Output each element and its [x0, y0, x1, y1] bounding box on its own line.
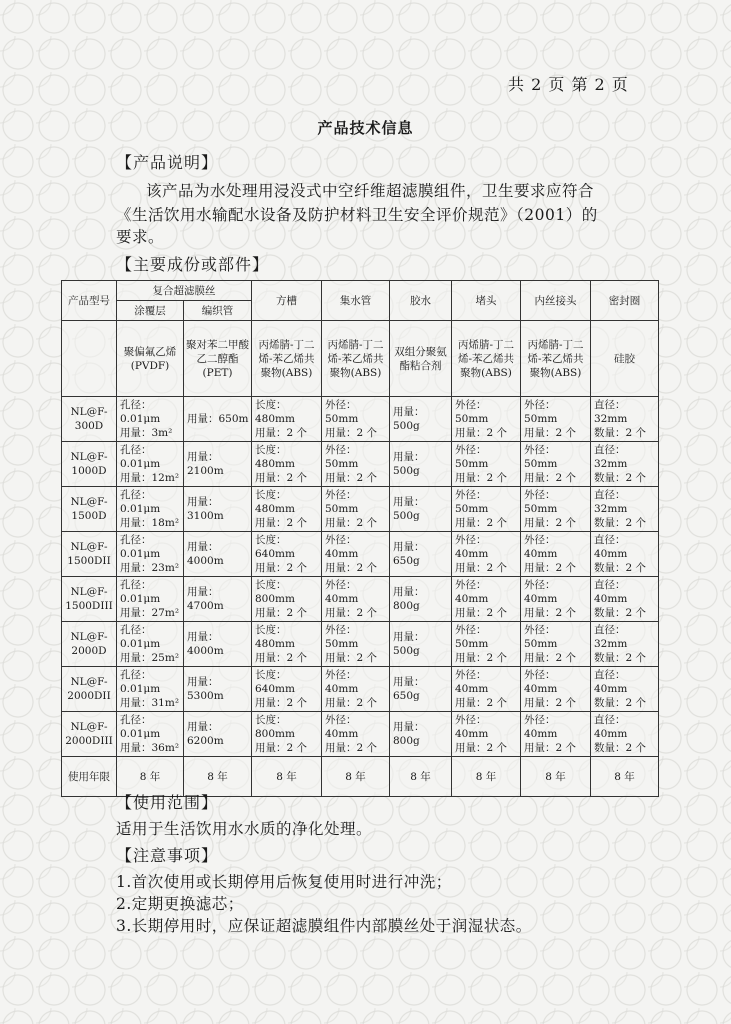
end-cap-cell-text: 外径：40mm: [455, 714, 489, 740]
inner-fitting-cell-text: 用量：2 个: [524, 607, 577, 619]
square-tank-cell: [252, 487, 322, 532]
components-heading: 【主要成份或部件】: [116, 255, 270, 274]
material-square-tank: 丙烯腈-丁二烯-苯乙烯共聚物(ABS): [252, 321, 322, 397]
seal-ring-cell: [591, 442, 659, 487]
collector-pipe-cell-text: 外径：40mm: [325, 579, 359, 605]
end-cap-cell: [452, 442, 521, 487]
material-end-cap: 丙烯腈-丁二烯-苯乙烯共聚物(ABS): [452, 321, 521, 397]
glue-cell-text: 用量：500g: [393, 451, 425, 477]
braided-tube-cell-text: 用量：3100m: [187, 496, 224, 522]
seal-ring-cell-text: 数量：2 个: [594, 472, 647, 484]
glue-cell: [390, 712, 452, 757]
header-model: 产品型号: [62, 281, 117, 321]
glue-cell: [390, 442, 452, 487]
seal-ring-cell-text: 直径：32mm: [594, 444, 628, 470]
inner-fitting-cell-text: 用量：2 个: [524, 652, 577, 664]
glue-cell-text: 用量：500g: [393, 631, 425, 657]
braided-tube-cell: [184, 712, 252, 757]
model-cell-text: NL@F-: [70, 676, 108, 688]
components-table: [61, 280, 659, 797]
braided-tube-cell: [184, 442, 252, 487]
inner-fitting-cell: [521, 397, 591, 442]
square-tank-cell-text: 长度：480mm: [255, 624, 295, 650]
end-cap-cell: [452, 397, 521, 442]
material-glue: 双组分聚氨酯粘合剂: [390, 321, 452, 397]
material-braided-tube: 聚对苯二甲酸乙二醇酯(PET): [184, 321, 252, 397]
square-tank-cell-text: 长度：480mm: [255, 444, 295, 470]
collector-pipe-cell: [322, 667, 390, 712]
end-cap-cell-text: 用量：2 个: [455, 742, 508, 754]
seal-ring-cell-text: 直径：40mm: [594, 579, 628, 605]
glue-cell: [390, 667, 452, 712]
inner-fitting-cell-text: 用量：2 个: [524, 742, 577, 754]
end-cap-cell: [452, 487, 521, 532]
coating-cell-text: 孔径：0.01μm: [120, 669, 161, 695]
collector-pipe-cell: [322, 532, 390, 577]
square-tank-cell-text: 长度：800mm: [255, 714, 295, 740]
braided-tube-cell: [184, 667, 252, 712]
braided-tube-cell-text: 用量：4000m: [187, 541, 224, 567]
coating-cell: [117, 577, 184, 622]
model-cell-text: NL@F-: [70, 406, 108, 418]
material-inner-fitting: 丙烯腈-丁二烯-苯乙烯共聚物(ABS): [521, 321, 591, 397]
end-cap-cell-text: 外径：50mm: [455, 624, 489, 650]
seal-ring-cell-text: 直径：40mm: [594, 534, 628, 560]
collector-pipe-cell-text: 外径：50mm: [325, 624, 359, 650]
product-description-line-1: 该产品为水处理用浸没式中空纤维超滤膜组件，卫生要求应符合: [146, 182, 595, 200]
coating-cell-text: 孔径：0.01μm: [120, 534, 161, 560]
materials-model-cell: [62, 321, 117, 397]
end-cap-cell: [452, 577, 521, 622]
end-cap-cell-text: 外径：50mm: [455, 489, 489, 515]
glue-cell: [390, 622, 452, 667]
square-tank-cell-text: 用量：2 个: [255, 697, 308, 709]
square-tank-cell-text: 长度：800mm: [255, 579, 295, 605]
coating-cell-text: 用量：18m²: [120, 517, 180, 529]
coating-cell-text: 孔径：0.01μm: [120, 444, 161, 470]
page-counter: 共 2 页 第 2 页: [508, 75, 629, 94]
braided-tube-cell-text: 用量：6200m: [187, 721, 224, 747]
product-description-line-2: 《生活饮用水输配水设备及防护材料卫生安全评价规范》（2001）的: [116, 206, 598, 224]
collector-pipe-cell-text: 用量：2 个: [325, 742, 378, 754]
square-tank-cell-text: 用量：2 个: [255, 562, 308, 574]
collector-pipe-cell-text: 外径：50mm: [325, 399, 359, 425]
coating-cell: [117, 487, 184, 532]
model-cell: [62, 532, 117, 577]
seal-ring-cell-text: 数量：2 个: [594, 607, 647, 619]
service-life-value: 8 年: [521, 757, 591, 797]
inner-fitting-cell-text: 用量：2 个: [524, 472, 577, 484]
end-cap-cell-text: 外径：50mm: [455, 444, 489, 470]
coating-cell-text: 孔径：0.01μm: [120, 579, 161, 605]
inner-fitting-cell-text: 外径：40mm: [524, 579, 558, 605]
header-inner-fitting: 内丝接头: [521, 281, 591, 321]
inner-fitting-cell-text: 外径：50mm: [524, 399, 558, 425]
model-cell: [62, 442, 117, 487]
braided-tube-cell-text: 用量：4700m: [187, 586, 224, 612]
collector-pipe-cell-text: 用量：2 个: [325, 427, 378, 439]
inner-fitting-cell: [521, 667, 591, 712]
glue-cell-text: 用量：800g: [393, 721, 425, 747]
seal-ring-cell-text: 数量：2 个: [594, 697, 647, 709]
square-tank-cell-text: 用量：2 个: [255, 472, 308, 484]
model-cell: [62, 397, 117, 442]
coating-cell-text: 用量：3m²: [120, 427, 173, 439]
model-cell: [62, 667, 117, 712]
square-tank-cell: [252, 397, 322, 442]
collector-pipe-cell-text: 外径：50mm: [325, 444, 359, 470]
material-collector-pipe: 丙烯腈-丁二烯-苯乙烯共聚物(ABS): [322, 321, 390, 397]
header-square-tank: 方槽: [252, 281, 322, 321]
inner-fitting-cell-text: 外径：40mm: [524, 534, 558, 560]
seal-ring-cell-text: 数量：2 个: [594, 517, 647, 529]
square-tank-cell-text: 用量：2 个: [255, 607, 308, 619]
coating-cell-text: 孔径：0.01μm: [120, 489, 161, 515]
collector-pipe-cell-text: 外径：40mm: [325, 534, 359, 560]
collector-pipe-cell-text: 用量：2 个: [325, 472, 378, 484]
coating-cell: [117, 667, 184, 712]
header-glue: 胶水: [390, 281, 452, 321]
square-tank-cell-text: 长度：640mm: [255, 669, 295, 695]
collector-pipe-cell-text: 用量：2 个: [325, 697, 378, 709]
collector-pipe-cell-text: 用量：2 个: [325, 562, 378, 574]
table-row: [62, 442, 659, 487]
model-cell-text: NL@F-: [70, 496, 108, 508]
seal-ring-cell-text: 直径：40mm: [594, 714, 628, 740]
seal-ring-cell-text: 直径：32mm: [594, 624, 628, 650]
collector-pipe-cell-text: 用量：2 个: [325, 607, 378, 619]
coating-cell-text: 用量：27m²: [120, 607, 180, 619]
model-cell-text: NL@F-: [70, 451, 108, 463]
inner-fitting-cell: [521, 622, 591, 667]
header-seal-ring: 密封圈: [591, 281, 659, 321]
glue-cell-text: 用量：500g: [393, 496, 425, 522]
coating-cell: [117, 532, 184, 577]
end-cap-cell-text: 用量：2 个: [455, 427, 508, 439]
notes-heading: 【注意事项】: [116, 846, 219, 865]
inner-fitting-cell: [521, 532, 591, 577]
end-cap-cell-text: 外径：40mm: [455, 534, 489, 560]
coating-cell: [117, 397, 184, 442]
service-life-value: 8 年: [322, 757, 390, 797]
seal-ring-cell-text: 直径：32mm: [594, 399, 628, 425]
braided-tube-cell: [184, 397, 252, 442]
square-tank-cell: [252, 532, 322, 577]
model-cell-text: 1500DII: [67, 555, 111, 567]
collector-pipe-cell-text: 外径：40mm: [325, 669, 359, 695]
inner-fitting-cell: [521, 442, 591, 487]
collector-pipe-cell: [322, 442, 390, 487]
seal-ring-cell-text: 数量：2 个: [594, 562, 647, 574]
braided-tube-cell: [184, 622, 252, 667]
seal-ring-cell: [591, 487, 659, 532]
header-composite-fiber: 复合超滤膜丝: [117, 281, 252, 301]
inner-fitting-cell-text: 外径：50mm: [524, 489, 558, 515]
square-tank-cell: [252, 667, 322, 712]
end-cap-cell-text: 用量：2 个: [455, 652, 508, 664]
header-coating: 涂覆层: [117, 301, 184, 321]
service-life-value: 8 年: [252, 757, 322, 797]
inner-fitting-cell-text: 外径：40mm: [524, 669, 558, 695]
product-description-heading: 【产品说明】: [116, 153, 219, 172]
inner-fitting-cell: [521, 712, 591, 757]
header-end-cap: 堵头: [452, 281, 521, 321]
seal-ring-cell-text: 数量：2 个: [594, 427, 647, 439]
table-row: [62, 622, 659, 667]
seal-ring-cell: [591, 532, 659, 577]
coating-cell-text: 用量：23m²: [120, 562, 180, 574]
model-cell-text: NL@F-: [70, 586, 108, 598]
square-tank-cell: [252, 577, 322, 622]
end-cap-cell-text: 用量：2 个: [455, 472, 508, 484]
inner-fitting-cell-text: 用量：2 个: [524, 427, 577, 439]
collector-pipe-cell-text: 用量：2 个: [325, 517, 378, 529]
coating-cell-text: 用量：31m²: [120, 697, 180, 709]
model-cell: [62, 622, 117, 667]
table-row: [62, 532, 659, 577]
braided-tube-cell-text: 用量：4000m: [187, 631, 224, 657]
coating-cell: [117, 622, 184, 667]
coating-cell-text: 用量：12m²: [120, 472, 180, 484]
seal-ring-cell: [591, 667, 659, 712]
square-tank-cell-text: 用量：2 个: [255, 427, 308, 439]
material-seal-ring: 硅胶: [591, 321, 659, 397]
glue-cell: [390, 397, 452, 442]
service-life-value: 8 年: [452, 757, 521, 797]
coating-cell-text: 用量：25m²: [120, 652, 180, 664]
product-description-line-3: 要求。: [116, 228, 165, 246]
end-cap-cell-text: 用量：2 个: [455, 697, 508, 709]
coating-cell-text: 孔径：0.01μm: [120, 714, 161, 740]
model-cell-text: NL@F-: [70, 721, 108, 733]
collector-pipe-cell: [322, 397, 390, 442]
braided-tube-cell-text: 用量：2100m: [187, 451, 224, 477]
inner-fitting-cell-text: 用量：2 个: [524, 562, 577, 574]
model-cell: [62, 577, 117, 622]
end-cap-cell: [452, 622, 521, 667]
model-cell: [62, 487, 117, 532]
seal-ring-cell-text: 数量：2 个: [594, 742, 647, 754]
glue-cell-text: 用量：500g: [393, 406, 425, 432]
braided-tube-cell: [184, 532, 252, 577]
model-cell-text: 2000DII: [67, 690, 111, 702]
square-tank-cell-text: 用量：2 个: [255, 652, 308, 664]
collector-pipe-cell: [322, 577, 390, 622]
glue-cell: [390, 577, 452, 622]
square-tank-cell: [252, 622, 322, 667]
collector-pipe-cell: [322, 712, 390, 757]
materials-row: [62, 321, 659, 397]
model-cell-text: NL@F-: [70, 541, 108, 553]
collector-pipe-cell-text: 外径：50mm: [325, 489, 359, 515]
coating-cell-text: 孔径：0.01μm: [120, 399, 161, 425]
seal-ring-cell-text: 直径：40mm: [594, 669, 628, 695]
service-life-value: 8 年: [117, 757, 184, 797]
collector-pipe-cell: [322, 622, 390, 667]
table-row: [62, 577, 659, 622]
material-coating: 聚偏氟乙烯(PVDF): [117, 321, 184, 397]
note-item: 1.首次使用或长期停用后恢复使用时进行冲洗；: [116, 873, 452, 891]
glue-cell: [390, 532, 452, 577]
end-cap-cell: [452, 712, 521, 757]
model-cell-text: 1000D: [71, 465, 107, 477]
model-cell-text: 2000D: [71, 645, 107, 657]
collector-pipe-cell: [322, 487, 390, 532]
square-tank-cell-text: 用量：2 个: [255, 517, 308, 529]
seal-ring-cell-text: 直径：32mm: [594, 489, 628, 515]
inner-fitting-cell-text: 外径：50mm: [524, 624, 558, 650]
end-cap-cell-text: 用量：2 个: [455, 562, 508, 574]
service-life-value: 8 年: [390, 757, 452, 797]
square-tank-cell-text: 用量：2 个: [255, 742, 308, 754]
square-tank-cell: [252, 712, 322, 757]
end-cap-cell-text: 用量：2 个: [455, 517, 508, 529]
document-title: 产品技术信息: [317, 119, 414, 137]
inner-fitting-cell-text: 用量：2 个: [524, 517, 577, 529]
model-cell-text: 300D: [74, 420, 104, 432]
service-life-value: 8 年: [591, 757, 659, 797]
model-cell-text: 1500D: [71, 510, 107, 522]
usage-scope-heading: 【使用范围】: [116, 793, 219, 812]
seal-ring-cell: [591, 712, 659, 757]
table-row: [62, 487, 659, 532]
header-collector-pipe: 集水管: [322, 281, 390, 321]
usage-scope-text: 适用于生活饮用水水质的净化处理。: [116, 820, 373, 838]
model-cell: [62, 712, 117, 757]
table-row: [62, 397, 659, 442]
model-cell-text: NL@F-: [70, 631, 108, 643]
seal-ring-cell: [591, 622, 659, 667]
collector-pipe-cell-text: 外径：40mm: [325, 714, 359, 740]
end-cap-cell-text: 外径：40mm: [455, 669, 489, 695]
model-cell-text: 1500DIII: [65, 600, 113, 612]
end-cap-cell: [452, 532, 521, 577]
glue-cell: [390, 487, 452, 532]
square-tank-cell-text: 长度：480mm: [255, 489, 295, 515]
inner-fitting-cell-text: 外径：50mm: [524, 444, 558, 470]
braided-tube-cell-text: 用量：650m: [187, 413, 249, 425]
glue-cell-text: 用量：650g: [393, 676, 425, 702]
seal-ring-cell: [591, 577, 659, 622]
table-row: [62, 712, 659, 757]
model-cell-text: 2000DIII: [65, 735, 113, 747]
braided-tube-cell: [184, 487, 252, 532]
end-cap-cell-text: 外径：40mm: [455, 579, 489, 605]
end-cap-cell-text: 用量：2 个: [455, 607, 508, 619]
seal-ring-cell-text: 数量：2 个: [594, 652, 647, 664]
header-braided-tube: 编织管: [184, 301, 252, 321]
seal-ring-cell: [591, 397, 659, 442]
inner-fitting-cell-text: 用量：2 个: [524, 697, 577, 709]
coating-cell: [117, 442, 184, 487]
braided-tube-cell: [184, 577, 252, 622]
inner-fitting-cell-text: 外径：40mm: [524, 714, 558, 740]
collector-pipe-cell-text: 用量：2 个: [325, 652, 378, 664]
square-tank-cell-text: 长度：640mm: [255, 534, 295, 560]
inner-fitting-cell: [521, 487, 591, 532]
square-tank-cell-text: 长度：480mm: [255, 399, 295, 425]
glue-cell-text: 用量：800g: [393, 586, 425, 612]
service-life-label: 使用年限: [62, 757, 117, 797]
square-tank-cell: [252, 442, 322, 487]
end-cap-cell: [452, 667, 521, 712]
coating-cell: [117, 712, 184, 757]
braided-tube-cell-text: 用量：5300m: [187, 676, 224, 702]
note-item: 3.长期停用时，应保证超滤膜组件内部膜丝处于润湿状态。: [116, 917, 532, 935]
table-row: [62, 667, 659, 712]
coating-cell-text: 孔径：0.01μm: [120, 624, 161, 650]
inner-fitting-cell: [521, 577, 591, 622]
note-item: 2.定期更换滤芯；: [116, 895, 244, 913]
end-cap-cell-text: 外径：50mm: [455, 399, 489, 425]
glue-cell-text: 用量：650g: [393, 541, 425, 567]
service-life-value: 8 年: [184, 757, 252, 797]
coating-cell-text: 用量：36m²: [120, 742, 180, 754]
